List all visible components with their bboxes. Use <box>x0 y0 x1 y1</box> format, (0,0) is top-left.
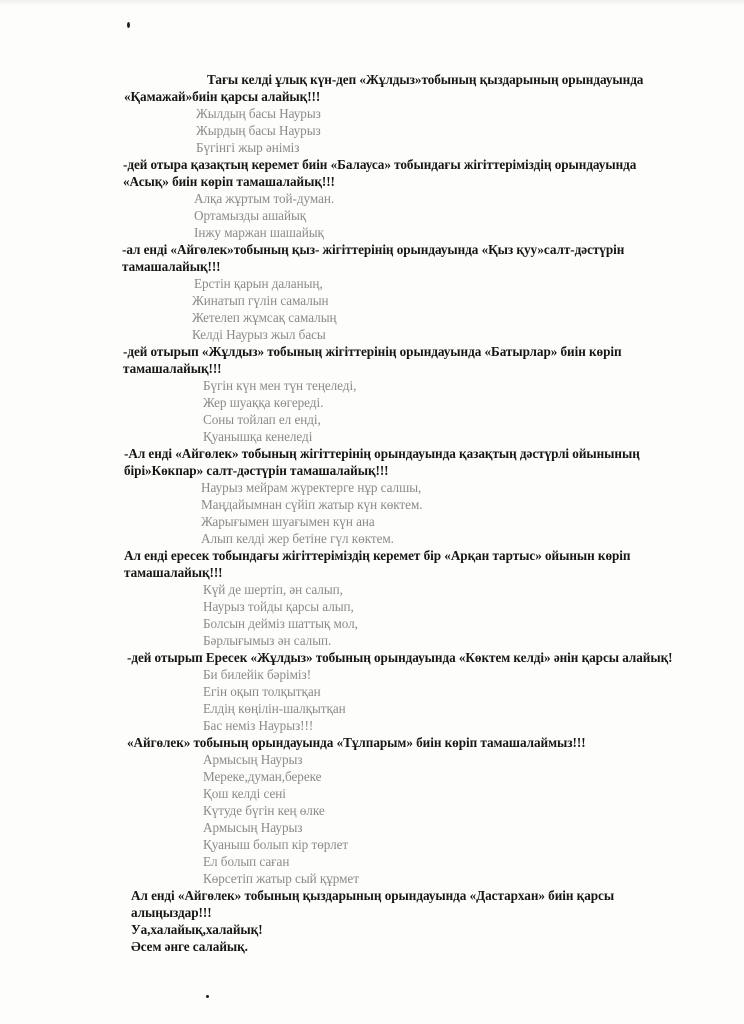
text-line-11: -ал енді «Айгөлек»тобының қыз- жігіттерінің орындауында «Қыз қуу»салт-дәстүрін <box>122 242 625 257</box>
text-line-1: Тағы келді ұлық күн-деп «Жұлдыз»тобының қыздарының орындауында <box>207 72 644 87</box>
text-line-20: Жер шуаққа көгереді. <box>203 395 324 410</box>
text-line-37: Егін оқып толқытқан <box>203 684 321 699</box>
text-line-28: Алып келді жер бетіне гүл көктем. <box>201 531 394 546</box>
text-line-44: Күтуде бүгін кең өлке <box>203 803 325 818</box>
text-line-27: Жарығымен шуағымен күн ана <box>201 514 375 529</box>
text-line-47: Ел болып саған <box>203 854 290 869</box>
text-line-26: Маңдайымнан сүйіп жатыр күн көктем. <box>201 497 423 512</box>
text-line-31: Күй де шертіп, ән салып, <box>203 582 343 597</box>
text-line-48: Көрсетіп жатыр сый құрмет <box>203 871 359 886</box>
text-line-32: Наурыз тойды қарсы алып, <box>203 599 354 614</box>
text-line-13: Ерстін қарын даланың, <box>194 276 323 291</box>
text-line-15: Жетелеп жұмсақ самалың <box>192 310 337 325</box>
text-line-9: Ортамызды ашайық <box>194 208 307 223</box>
text-line-17: -дей отырып «Жұлдыз» тобының жігіттерінің орындауында «Батырлар» биін көріп <box>123 344 622 359</box>
text-line-16: Келді Наурыз жыл басы <box>192 327 326 342</box>
text-line-30: тамашалайық!!! <box>124 565 223 580</box>
text-line-19: Бүгін күн мен түн теңеледі, <box>203 378 357 393</box>
text-line-6: -дей отыра қазақтың керемет биін «Балауса» тобындағы жігіттеріміздің орындауында <box>123 157 637 172</box>
text-line-51: Уа,халайық,халайық! <box>131 922 263 937</box>
text-line-5: Бүгінгі жыр әніміз <box>196 140 300 155</box>
text-line-23: -Ал енді «Айгөлек» тобының жігіттерінің орындауында қазақтың дәстүрлі ойынының <box>124 446 640 461</box>
text-line-24: бірі»Көкпар» салт-дәстүрін тамашалайық!!! <box>124 463 389 478</box>
text-line-33: Болсын дейміз шаттық мол, <box>203 616 358 631</box>
text-line-41: Армысың Наурыз <box>203 752 303 767</box>
text-line-21: Соны тойлап ел енді, <box>203 412 321 427</box>
text-line-10: Інжу маржан шашайық <box>194 225 324 240</box>
text-line-49: Ал енді «Айгөлек» тобының қыздарының орындауында «Дастархан» биін қарсы <box>131 888 615 903</box>
scan-edge-shadow <box>0 0 744 6</box>
scan-speck <box>127 22 130 28</box>
text-line-2: «Қамажай»биін қарсы алайық!!! <box>124 89 321 104</box>
text-line-25: Наурыз мейрам жүректерге нұр салшы, <box>201 480 422 495</box>
text-line-3: Жылдың басы Наурыз <box>196 106 321 121</box>
text-line-52: Әсем әнге салайық. <box>131 939 248 954</box>
text-line-7: «Асық» биін көріп тамашалайық!!! <box>123 174 335 189</box>
text-line-22: Қуанышқа кенеледі <box>203 429 313 444</box>
text-line-8: Алқа жұртым той-думан. <box>194 191 335 206</box>
text-line-38: Елдің көңілін-шалқытқан <box>203 701 346 716</box>
text-line-14: Жинатып гүлін самалын <box>192 293 329 308</box>
text-line-39: Бас неміз Наурыз!!! <box>203 718 314 733</box>
text-line-12: тамашалайық!!! <box>122 259 221 274</box>
text-line-50: алыңыздар!!! <box>131 905 212 920</box>
scan-speck <box>206 995 209 998</box>
text-line-43: Қош келді сені <box>203 786 286 801</box>
text-line-45: Армысың Наурыз <box>203 820 303 835</box>
text-line-35: -дей отырып Ересек «Жұлдыз» тобының орындауында «Көктем келді» әнін қарсы алайық! <box>127 650 673 665</box>
text-line-46: Қуаныш болып кір төрлет <box>203 837 349 852</box>
text-line-36: Би билейік бәріміз! <box>203 667 312 682</box>
text-line-40: «Айгөлек» тобының орындауында «Тұлпарым» биін көріп тамашалаймыз!!! <box>127 735 586 750</box>
text-line-29: Ал енді ересек тобындағы жігіттеріміздің керемет бір «Арқан тартыс» ойынын көріп <box>124 548 631 563</box>
text-line-42: Мереке,думан,береке <box>203 769 322 784</box>
text-line-34: Бәрлығымыз ән салып. <box>203 633 332 648</box>
text-line-4: Жырдың басы Наурыз <box>196 123 321 138</box>
text-line-18: тамашалайық!!! <box>123 361 222 376</box>
